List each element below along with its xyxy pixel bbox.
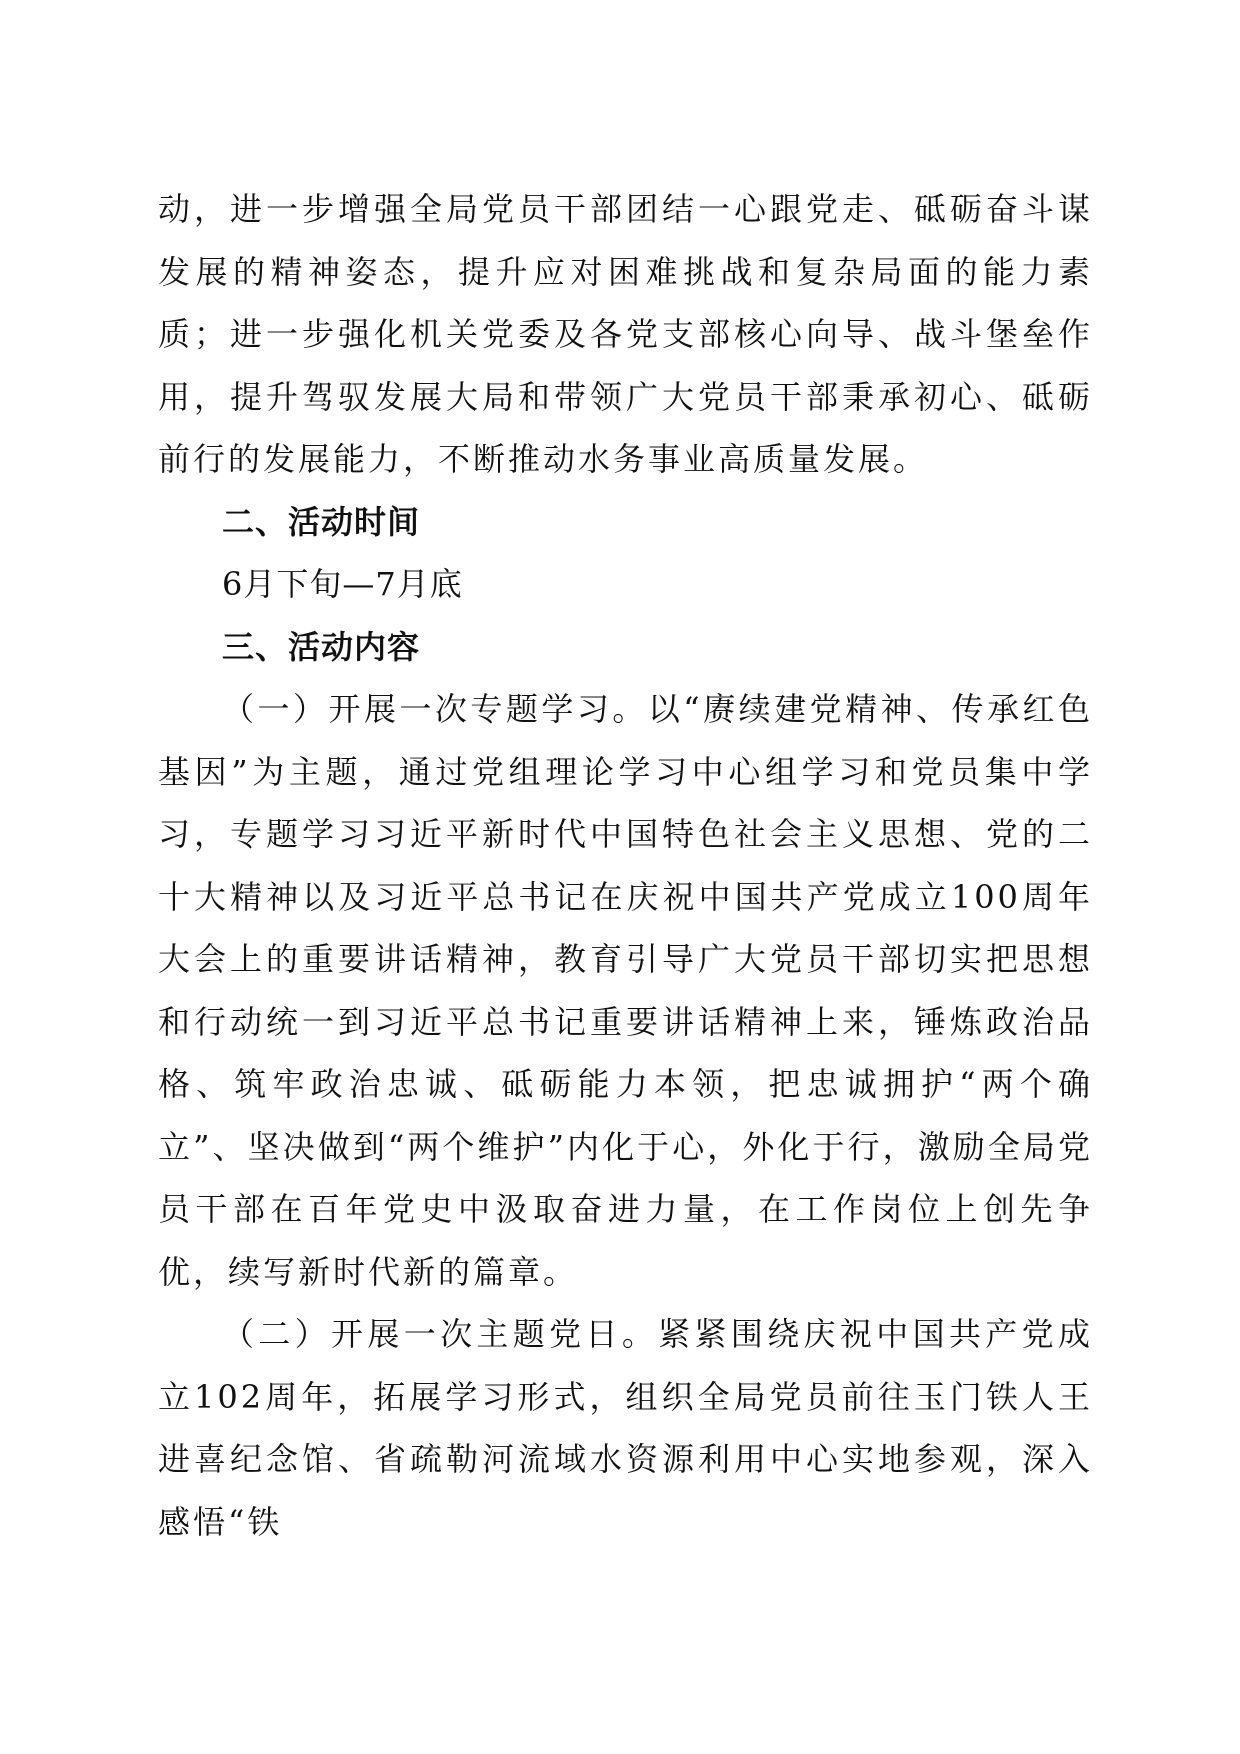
content-item-1: （一）开展一次专题学习。以“赓续建党精神、传承红色基因”为主题，通过党组理论学习中心组学习和党员集中学习，专题学习习近平新时代中国特色社会主义思想、党的二十大精神以及习近平总书记在庆祝中国共产党成立100周年大会上的重要讲话精神，教育引导广大党员干部切实把思想和行动统一到习近平总书记重要讲话精神上来，锤炼政治品格、筑牢政治忠诚、砥砺能力本领，把忠诚拥护“两个确立”、坚决做到“两个维护”内化于心，外化于行，激励全局党员干部在百年党史中汲取奋进力量，在工作岗位上创先争优，续写新时代新的篇章。 <box>158 690 1093 1291</box>
activity-time-text: 6月下旬—7月底 <box>222 565 463 603</box>
section-heading-activity-time: 二、活动时间 <box>222 502 421 541</box>
document-body <box>158 178 1093 1553</box>
intro-paragraph-continuation: 动，进一步增强全局党员干部团结一心跟党走、砥砺奋斗谋发展的精神姿态，提升应对困难挑战和复杂局面的能力素质；进一步强化机关党委及各党支部核心向导、战斗堡垒作用，提升驾驭发展大局和带领广大党员干部秉承初心、砥砺前行的发展能力，不断推动水务事业高质量发展。 <box>158 190 1093 478</box>
section-heading-activity-content: 三、活动内容 <box>222 627 421 666</box>
content-item-2: （二）开展一次主题党日。紧紧围绕庆祝中国共产党成立102周年，拓展学习形式，组织全局党员前往玉门铁人王进喜纪念馆、省疏勒河流域水资源利用中心实地参观，深入感悟“铁 <box>158 1315 1093 1541</box>
